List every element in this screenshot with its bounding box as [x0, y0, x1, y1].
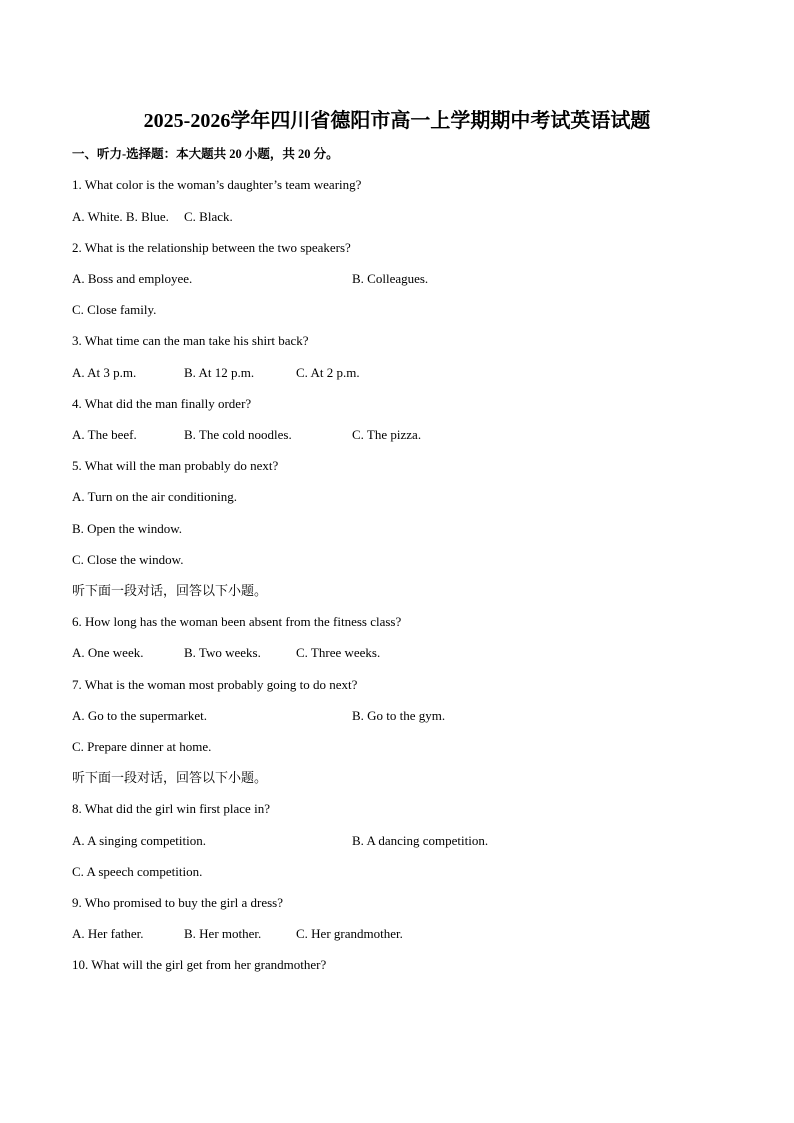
- q4-option-c: C. The pizza.: [352, 427, 422, 442]
- q1-option-ab: A. White. B. Blue.: [72, 209, 169, 224]
- q2-option-c: C. Close family.: [72, 302, 157, 317]
- q7-option-c: C. Prepare dinner at home.: [72, 739, 212, 754]
- q9-option-a: A. Her father.: [72, 926, 144, 941]
- q8-option-b: B. A dancing competition.: [352, 833, 489, 848]
- q5-option-b: B. Open the window.: [72, 521, 183, 536]
- question-3: 3. What time can the man take his shirt back?: [72, 333, 309, 348]
- instruction-1: 听下面一段对话，回答以下小题。: [72, 583, 268, 598]
- q6-option-c: C. Three weeks.: [296, 645, 381, 660]
- q3-option-b: B. At 12 p.m.: [184, 365, 255, 380]
- q8-option-c: C. A speech competition.: [72, 864, 203, 879]
- question-4: 4. What did the man finally order?: [72, 396, 252, 411]
- q8-option-a: A. A singing competition.: [72, 833, 206, 848]
- q2-option-a: A. Boss and employee.: [72, 271, 193, 286]
- q7-option-b: B. Go to the gym.: [352, 708, 446, 723]
- question-9: 9. Who promised to buy the girl a dress?: [72, 895, 283, 910]
- q3-option-c: C. At 2 p.m.: [296, 365, 360, 380]
- question-2: 2. What is the relationship between the two speakers?: [72, 240, 351, 255]
- q7-option-a: A. Go to the supermarket.: [72, 708, 208, 723]
- q9-option-b: B. Her mother.: [184, 926, 262, 941]
- question-6: 6. How long has the woman been absent from the fitness class?: [72, 614, 402, 629]
- question-8: 8. What did the girl win first place in?: [72, 801, 270, 816]
- page-title: 2025-2026学年四川省德阳市高一上学期期中考试英语试题: [143, 110, 651, 132]
- q5-option-a: A. Turn on the air conditioning.: [72, 489, 238, 504]
- question-10: 10. What will the girl get from her grandmother?: [72, 957, 327, 972]
- q5-option-c: C. Close the window.: [72, 552, 184, 567]
- question-1: 1. What color is the woman’s daughter’s team wearing?: [72, 177, 362, 192]
- q2-option-b: B. Colleagues.: [352, 271, 429, 286]
- q3-option-a: A. At 3 p.m.: [72, 365, 137, 380]
- q6-option-a: A. One week.: [72, 645, 144, 660]
- section-heading: 一、听力-选择题：本大题共 20 小题，共 20 分。: [72, 147, 339, 161]
- instruction-2: 听下面一段对话，回答以下小题。: [72, 770, 268, 785]
- question-7: 7. What is the woman most probably going to do next?: [72, 677, 358, 692]
- q6-option-b: B. Two weeks.: [184, 645, 261, 660]
- q9-option-c: C. Her grandmother.: [296, 926, 403, 941]
- question-5: 5. What will the man probably do next?: [72, 458, 279, 473]
- q4-option-a: A. The beef.: [72, 427, 137, 442]
- q1-option-c: C. Black.: [184, 209, 233, 224]
- q4-option-b: B. The cold noodles.: [184, 427, 292, 442]
